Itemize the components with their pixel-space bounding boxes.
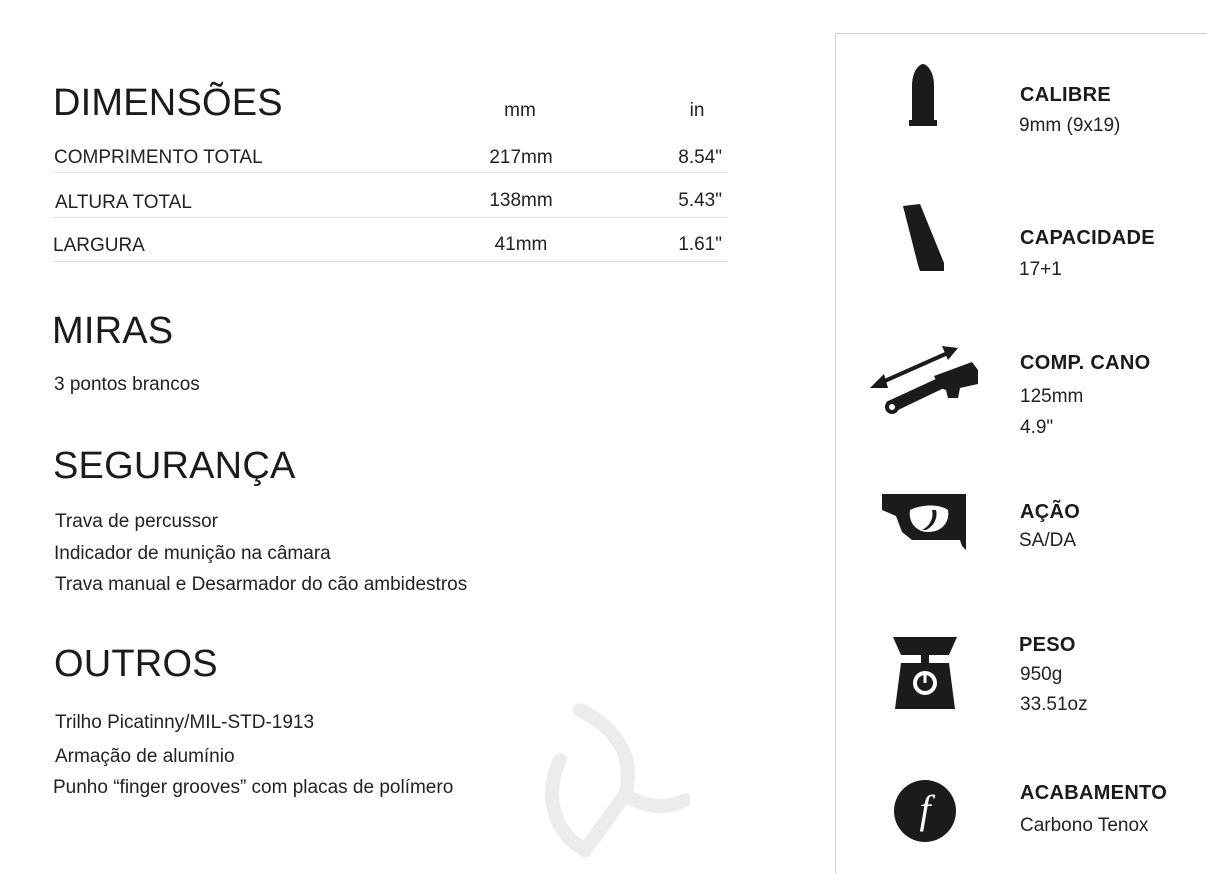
spec-value-capacidade: 17+1 [1019, 259, 1062, 280]
bull-watermark-logo [540, 700, 690, 860]
miras-title: MIRAS [52, 310, 174, 352]
list-item: Punho “finger grooves” com placas de polímero [53, 777, 454, 798]
list-item: 3 pontos brancos [54, 374, 200, 395]
spec-value-acao: SA/DA [1019, 530, 1077, 551]
scale-icon [893, 635, 957, 711]
dimension-in: 1.61" [678, 234, 722, 255]
list-item: Armação de alumínio [55, 746, 235, 767]
list-item: Indicador de munição na câmara [54, 543, 331, 564]
column-header-in: in [689, 100, 705, 121]
dimension-mm: 217mm [489, 147, 553, 168]
spec-value-peso-oz: 33.51oz [1020, 694, 1088, 715]
spec-value-comp-cano-mm: 125mm [1020, 386, 1084, 407]
list-item: Trava de percussor [55, 511, 218, 532]
seguranca-title: SEGURANÇA [53, 445, 296, 487]
finish-icon: f [894, 780, 956, 842]
spec-label-peso: PESO [1019, 634, 1076, 656]
dimensions-title: DIMENSÕES [53, 82, 283, 124]
row-divider [53, 261, 728, 262]
spec-label-acao: AÇÃO [1020, 501, 1081, 523]
bullet-icon [906, 62, 940, 128]
spec-label-calibre: CALIBRE [1020, 84, 1111, 106]
column-header-mm: mm [504, 100, 536, 121]
specs-panel [835, 33, 1207, 874]
dimension-label: ALTURA TOTAL [55, 192, 192, 213]
spec-value-acabamento: Carbono Tenox [1020, 815, 1149, 836]
dimension-label: LARGURA [53, 235, 145, 256]
dimension-label: COMPRIMENTO TOTAL [54, 147, 263, 168]
spec-label-acabamento: ACABAMENTO [1020, 782, 1168, 804]
dimension-in: 5.43" [678, 190, 722, 211]
dimension-mm: 41mm [494, 234, 548, 255]
row-divider [53, 172, 728, 173]
dimension-mm: 138mm [489, 190, 553, 211]
barrel-length-icon [868, 344, 982, 418]
spec-label-comp-cano: COMP. CANO [1020, 352, 1151, 374]
magazine-icon [900, 203, 948, 273]
list-item: Trava manual e Desarmador do cão ambidestros [55, 574, 468, 595]
trigger-icon [882, 492, 968, 554]
dimension-in: 8.54" [678, 147, 722, 168]
row-divider [53, 217, 728, 218]
list-item: Trilho Picatinny/MIL-STD-1913 [55, 712, 315, 733]
spec-value-calibre: 9mm (9x19) [1019, 115, 1121, 136]
spec-value-comp-cano-in: 4.9" [1020, 417, 1054, 438]
outros-title: OUTROS [54, 643, 218, 685]
spec-value-peso-g: 950g [1020, 664, 1063, 685]
spec-label-capacidade: CAPACIDADE [1020, 227, 1155, 249]
